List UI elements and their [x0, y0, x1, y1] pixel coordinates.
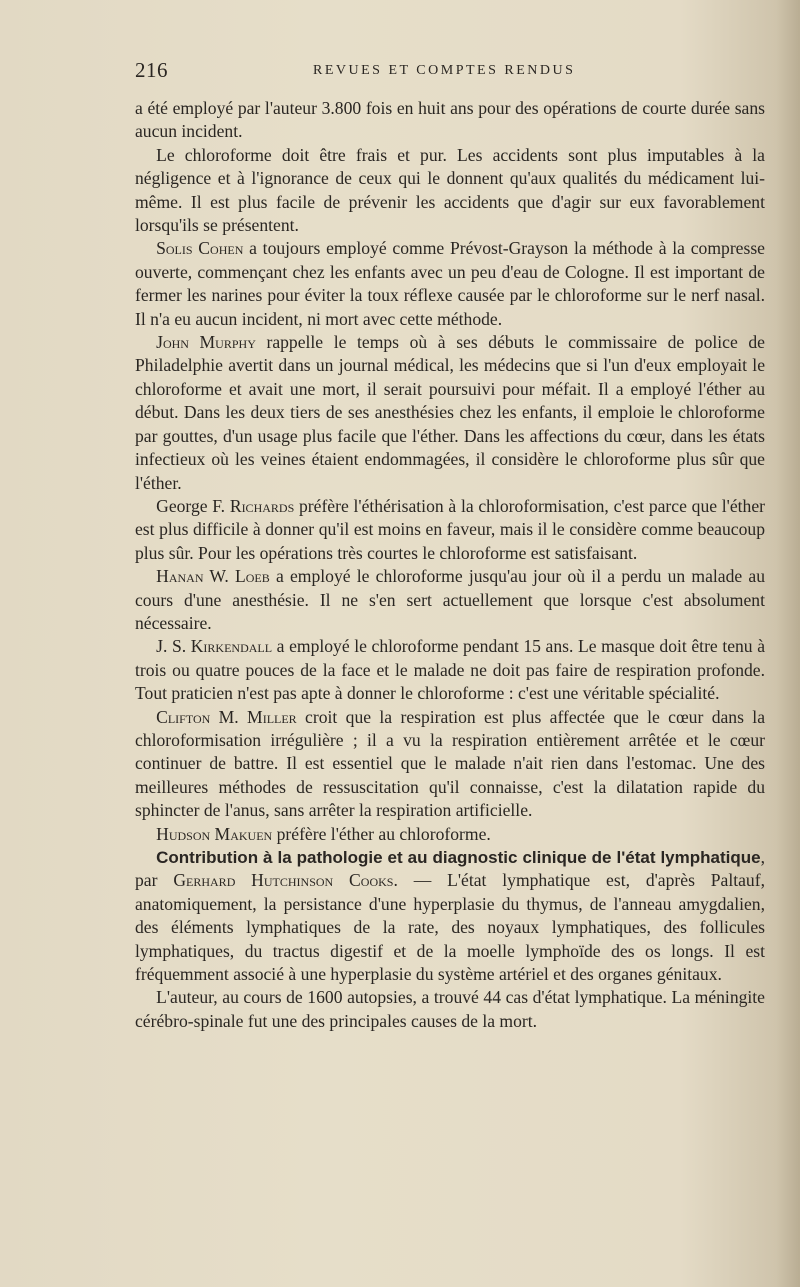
text-run: . — L'état lymphatique est, d'après Paltauf, anatomiquement, la persistance d'une hyperplasie du thymus, de l'anneau amygdalien, des éléments lymphatiques de la rate, des noyaux lymphatiques, des follicules lymphatiques, du tractus digestif et de la moelle lymphoïde des os longs. Il est fréquemment associé à une hyperplasie du système artériel et des organes génitaux. [135, 870, 765, 985]
page-number: 216 [135, 58, 168, 82]
paragraph [135, 846, 765, 986]
paragraph [135, 706, 765, 823]
paragraph [135, 495, 765, 565]
paragraph [135, 97, 765, 144]
paragraph [135, 986, 765, 1033]
author-name: Clifton M. Miller [156, 706, 297, 727]
text-run: a été employé par l'auteur 3.800 fois en huit ans pour des opérations de courte durée sans aucun incident. [135, 98, 765, 142]
text-run: préfère l'éthérisation à la chloroformisation, c'est parce que l'éther est plus difficile à donner qu'il est moins en faveur, mais il le considère comme beaucoup plus sûr. Pour les opérations très courtes le chloroforme est satisfaisant. [135, 495, 766, 563]
text-run: a employé le chloroforme pendant 15 ans. Le masque doit être tenu à trois ou quatre pouces de la face et le malade ne doit pas faire de respiration profonde. Tout praticien n'est pas apte à donner le chloroforme : c'est une véritable spécialité. [135, 636, 765, 704]
author-name: Solis Cohen [156, 238, 244, 259]
author-name: Hanan W. Loeb [156, 566, 270, 587]
author-name: Gerhard Hutchinson Cooks [173, 870, 394, 891]
page-header [135, 58, 775, 88]
text-run: préfère l'éther au chloroforme. [272, 823, 491, 844]
paragraph [135, 144, 765, 238]
running-head: REVUES ET COMPTES RENDUS [313, 63, 576, 78]
text-run: a toujours employé comme Prévost-Grayson la méthode à la compresse ouverte, commençant chez les enfants avec un peu d'eau de Cologne. Il est important de fermer les narines pour éviter la toux réflexe causée par le chloroforme sur le nerf nasal. Il n'a eu aucun incident, ni mort avec cette méthode. [135, 238, 765, 329]
text-run: Le chloroforme doit être frais et pur. Les accidents sont plus imputables à la négligence et à l'ignorance de ceux qui le donnent qu'aux qualités du médicament lui-même. Il est plus facile de prévenir les accidents que d'agir sur eux favorablement lorsqu'ils se présentent. [135, 144, 765, 236]
article-title: Contribution à la pathologie et au diagnostic clinique de l'état lymphatique [156, 848, 761, 867]
paragraph [135, 823, 765, 846]
author-name: Richards [229, 495, 295, 516]
author-name: Hudson Makuen [156, 823, 273, 844]
text-run: , par [135, 847, 765, 891]
paragraph [135, 635, 765, 705]
text-run: J. S. [156, 636, 191, 657]
text-run: L'auteur, au cours de 1600 autopsies, a trouvé 44 cas d'état lymphatique. La méningite cérébro-spinale fut une des principales causes de la mort. [135, 987, 765, 1031]
text-run: a employé le chloroforme jusqu'au jour où il a perdu un malade au cours d'une anesthésie. Il ne s'en sert actuellement que lorsque c'est absolument nécessaire. [135, 566, 766, 633]
author-name: John Murphy [156, 332, 256, 353]
paragraph [135, 237, 765, 331]
paragraph [135, 331, 765, 495]
author-name: Kirkendall [190, 636, 273, 657]
article-body [135, 97, 765, 1033]
text-run: rappelle le temps où à ses débuts le commissaire de police de Philadelphie avertit dans un journal médical, les médecins que si l'un d'eux employait le chloroforme et avait une mort, il serait poursuivi pour méfait. Il a employé l'éther au début. Dans les deux tiers de ses anesthésies chez les enfants, il emploie le chloroforme par gouttes, d'un usage plus facile que l'éther. Dans les affections du cœur, dans les états infectieux où les veines étaient endommagées, il considère le chloroforme plus sûr que l'éther. [135, 332, 765, 493]
paragraph [135, 565, 765, 635]
text-run: George F. [156, 495, 230, 516]
text-run: croit que la respiration est plus affectée que le cœur dans la chloroformisation irrégulière ; il a vu la respiration entièrement arrêtée et le cœur continuer de battre. Il est essentiel que le malade n'ait rien dans l'estomac. Une des meilleures méthodes de ressuscitation qu'il connaisse, c'est la dilatation rapide du sphincter de l'anus, sans arrêter la respiration artificielle. [135, 706, 765, 821]
